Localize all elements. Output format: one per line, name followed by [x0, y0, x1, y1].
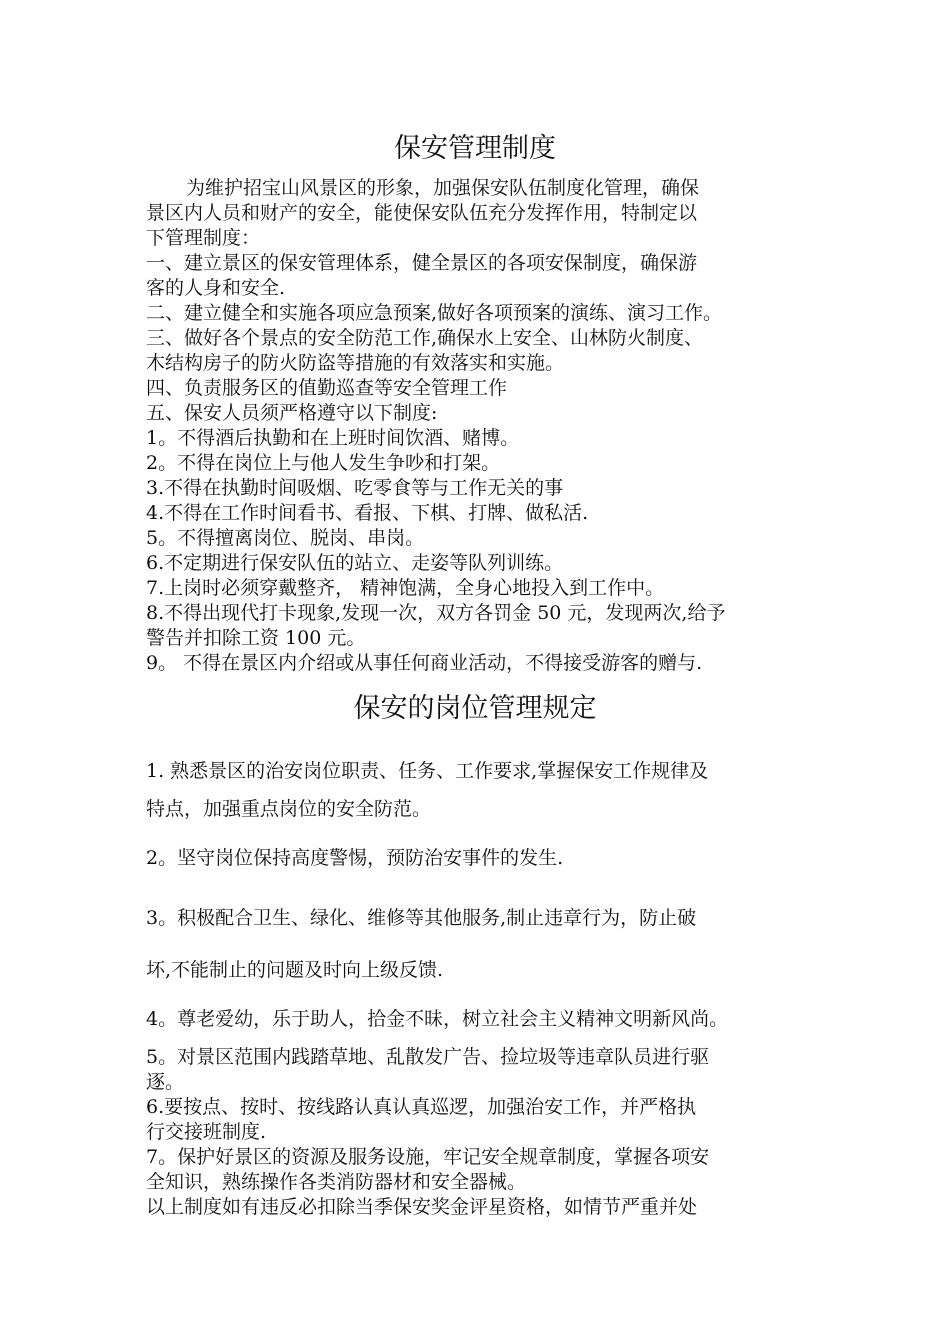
list-item: 4.不得在工作时间看书、看报、下棋、打牌、做私活. [146, 502, 589, 524]
list-item: 坏,不能制止的问题及时向上级反馈. [146, 959, 444, 981]
paragraph-line: 下管理制度： [146, 227, 261, 249]
list-item: 9。 不得在景区内介绍或从事任何商业活动，不得接受游客的赠与. [146, 652, 703, 674]
list-item: 1。不得酒后执勤和在上班时间饮酒、赌博。 [146, 427, 520, 449]
list-item: 5。对景区范围内践踏草地、乱散发广告、捡垃圾等违章队员进行驱 [146, 1046, 710, 1068]
list-item: 5。不得擅离岗位、脱岗、串岗。 [146, 527, 425, 549]
list-item: 3.不得在执勤时间吸烟、吃零食等与工作无关的事 [146, 477, 564, 499]
list-item: 全知识，熟练操作各类消防器材和安全器械。 [146, 1171, 527, 1193]
list-item: 2。坚守岗位保持高度警惕，预防治安事件的发生. [146, 847, 564, 869]
paragraph-line: 一、建立景区的保安管理体系，健全景区的各项安保制度，确保游 [146, 252, 698, 274]
list-item: 6.要按点、按时、按线路认真认真巡逻，加强治安工作，并严格执 [146, 1096, 697, 1118]
list-item: 3。积极配合卫生、绿化、维修等其他服务,制止违章行为，防止破 [146, 907, 697, 929]
list-item: 7。保护好景区的资源及服务设施，牢记安全规章制度，掌握各项安 [146, 1146, 710, 1168]
list-item: 7.上岗时必须穿戴整齐， 精神饱满，全身心地投入到工作中。 [146, 577, 665, 599]
list-item: 4。尊老爱幼，乐于助人，拾金不昧，树立社会主义精神文明新风尚。 [146, 1008, 729, 1030]
paragraph-line: 景区内人员和财产的安全，能使保安队伍充分发挥作用，特制定以 [146, 202, 698, 224]
list-item: 特点，加强重点岗位的安全防范。 [146, 798, 432, 820]
list-item: 8.不得出现代打卡现象,发现一次，双方各罚金 50 元，发现两次,给予 [146, 602, 726, 624]
list-item: 逐。 [146, 1071, 185, 1093]
list-item: 1. 熟悉景区的治安岗位职责、任务、工作要求,掌握保安工作规律及 [146, 760, 709, 782]
list-item: 警告并扣除工资 100 元。 [146, 627, 366, 649]
paragraph-line: 三、做好各个景点的安全防范工作,确保水上安全、山林防火制度、 [146, 327, 704, 349]
list-item: 6.不定期进行保安队伍的站立、走姿等队列训练。 [146, 552, 564, 574]
document-title: 保安管理制度 [394, 133, 556, 164]
section-title: 保安的岗位管理规定 [353, 693, 597, 724]
paragraph-line: 以上制度如有违反必扣除当季保安奖金评星资格，如情节严重并处 [146, 1196, 698, 1218]
paragraph-line: 木结构房子的防火防盗等措施的有效落实和实施。 [146, 352, 565, 374]
paragraph-line: 四、负责服务区的值勤巡查等安全管理工作 [146, 377, 508, 399]
list-item: 2。不得在岗位上与他人发生争吵和打架。 [146, 452, 501, 474]
paragraph-line: 为维护招宝山风景区的形象，加强保安队伍制度化管理，确保 [186, 177, 700, 199]
paragraph-line: 客的人身和安全. [146, 277, 286, 299]
paragraph-line: 二、建立健全和实施各项应急预案,做好各项预案的演练、演习工作。 [146, 302, 723, 324]
list-item: 行交接班制度. [146, 1121, 267, 1143]
paragraph-line: 五、保安人员须严格遵守以下制度: [146, 402, 438, 424]
